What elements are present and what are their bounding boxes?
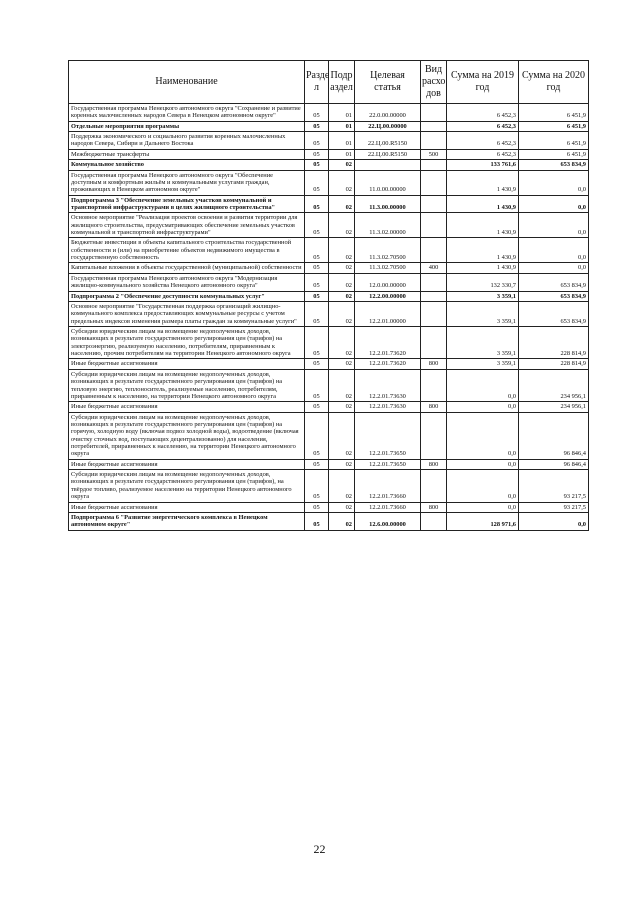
cell-name: Подпрограмма 2 "Обеспечение доступности коммунальных услуг": [69, 291, 305, 301]
cell-sum-2019: 6 452,3: [447, 132, 519, 150]
cell-podrazdel: 02: [329, 170, 355, 195]
table-header-row: [69, 61, 589, 104]
table-row: [69, 213, 589, 238]
cell-name: Отдельные мероприятия программы: [69, 121, 305, 131]
cell-name: Подпрограмма 3 "Обеспечение земельных участков коммунальной и транспортной инфраструктурами в целях жилищного строительства": [69, 195, 305, 213]
cell-name: Основное мероприятие "Реализация проектов освоения и развития территории для жилищного строительства, предусматривающих обеспечение земельных участков коммунальной и транспортной инфраструктурами": [69, 213, 305, 238]
cell-name: Субсидии юридическим лицам на возмещение недополученных доходов, возникающих в результате государственного регулирования цен (тарифов) на горячую, холодную воду (включая подвоз холодной воды), водоотведение (включая очистку сточных вод, поступающих децентрализованно) для населения, потребителей, приравненных к населению, на территории Ненецкого автономного округа: [69, 412, 305, 459]
cell-target: 12.2.01.73620: [355, 359, 421, 369]
cell-razdel: 05: [305, 238, 329, 263]
header-target: Целевая статья: [355, 61, 421, 104]
cell-name: Иные бюджетные ассигнования: [69, 502, 305, 512]
cell-razdel: 05: [305, 273, 329, 291]
cell-target: 22.0.00.00000: [355, 104, 421, 122]
cell-podrazdel: 02: [329, 273, 355, 291]
cell-sum-2019: 3 359,1: [447, 326, 519, 358]
cell-target: 22.Ц.00.00000: [355, 121, 421, 131]
cell-vid: [421, 369, 447, 401]
header-name: Наименование: [69, 61, 305, 104]
cell-sum-2019: 133 761,6: [447, 160, 519, 170]
cell-target: 11.3.00.00000: [355, 195, 421, 213]
table-row: [69, 121, 589, 131]
cell-podrazdel: 01: [329, 104, 355, 122]
table-row: [69, 301, 589, 326]
cell-podrazdel: 02: [329, 238, 355, 263]
cell-podrazdel: 02: [329, 470, 355, 502]
table-row: [69, 104, 589, 122]
cell-target: 12.2.01.73650: [355, 459, 421, 469]
cell-razdel: 05: [305, 369, 329, 401]
table-row: [69, 291, 589, 301]
header-razdel: Разде л: [305, 61, 329, 104]
cell-vid: [421, 170, 447, 195]
cell-name: Основное мероприятие "Государственная поддержка организаций жилищно-коммунального комплекса предоставляющих коммунальные ресурсы с учетом предельных индексов изменения размера платы граждан за коммунальные услуги": [69, 301, 305, 326]
table-row: [69, 359, 589, 369]
cell-sum-2020: 0,0: [519, 170, 589, 195]
cell-target: 12.0.00.00000: [355, 273, 421, 291]
cell-vid: [421, 195, 447, 213]
cell-target: 12.2.01.73650: [355, 412, 421, 459]
cell-vid: [421, 273, 447, 291]
cell-name: Капитальные вложения в объекты государственной (муниципальной) собственности: [69, 263, 305, 273]
cell-name: Поддержка экономического и социального развития коренных малочисленных народов Севера, Сибири и Дальнего Востока: [69, 132, 305, 150]
table-row: [69, 149, 589, 159]
cell-sum-2019: 1 430,9: [447, 263, 519, 273]
cell-sum-2020: 93 217,5: [519, 470, 589, 502]
table-row: [69, 402, 589, 412]
cell-podrazdel: 02: [329, 263, 355, 273]
cell-razdel: 05: [305, 213, 329, 238]
cell-vid: [421, 301, 447, 326]
cell-target: 12.2.01.73660: [355, 502, 421, 512]
cell-podrazdel: 01: [329, 149, 355, 159]
cell-sum-2020: 653 834,9: [519, 301, 589, 326]
cell-target: 22.Ц.00.R5150: [355, 149, 421, 159]
cell-name: Субсидии юридическим лицам на возмещение недополученных доходов, возникающих в результате государственного регулирования цен (тарифов) на электроэнергию, реализуемую населению, потребителям, приравненным к населению, прочим потребителям на территории Ненецкого автономного округа: [69, 326, 305, 358]
cell-razdel: 05: [305, 326, 329, 358]
cell-razdel: 05: [305, 402, 329, 412]
table-row: [69, 160, 589, 170]
cell-name: Иные бюджетные ассигнования: [69, 402, 305, 412]
cell-podrazdel: 01: [329, 132, 355, 150]
cell-sum-2020: 228 814,9: [519, 326, 589, 358]
cell-razdel: 05: [305, 170, 329, 195]
cell-vid: 800: [421, 459, 447, 469]
cell-sum-2020: 96 846,4: [519, 459, 589, 469]
cell-sum-2019: 0,0: [447, 459, 519, 469]
cell-vid: [421, 160, 447, 170]
cell-name: Межбюджетные трансферты: [69, 149, 305, 159]
cell-sum-2019: 1 430,9: [447, 213, 519, 238]
header-sum-2019: Сумма на 2019 год: [447, 61, 519, 104]
cell-razdel: 05: [305, 104, 329, 122]
cell-sum-2020: 234 956,1: [519, 402, 589, 412]
cell-razdel: 05: [305, 160, 329, 170]
cell-sum-2019: 1 430,9: [447, 170, 519, 195]
cell-vid: 500: [421, 149, 447, 159]
cell-sum-2020: 6 451,9: [519, 132, 589, 150]
cell-podrazdel: 02: [329, 512, 355, 530]
cell-name: Бюджетные инвестиции в объекты капитального строительства государственной собственности и (или) на приобретение объектов недвижимого имущества в государственную собственность: [69, 238, 305, 263]
cell-razdel: 05: [305, 502, 329, 512]
cell-sum-2020: 653 834,9: [519, 291, 589, 301]
table-row: [69, 459, 589, 469]
cell-name: Иные бюджетные ассигнования: [69, 359, 305, 369]
cell-sum-2020: 0,0: [519, 195, 589, 213]
table-row: [69, 263, 589, 273]
cell-target: 12.6.00.00000: [355, 512, 421, 530]
cell-target: 11.3.02.70500: [355, 263, 421, 273]
cell-sum-2019: 0,0: [447, 369, 519, 401]
table-row: [69, 132, 589, 150]
cell-sum-2019: 0,0: [447, 402, 519, 412]
cell-name: Государственная программа Ненецкого автономного округа "Модернизация жилищно-коммунального хозяйства Ненецкого автономного округа": [69, 273, 305, 291]
cell-sum-2020: 6 451,9: [519, 121, 589, 131]
cell-podrazdel: 02: [329, 195, 355, 213]
cell-sum-2019: 6 452,3: [447, 121, 519, 131]
cell-podrazdel: 01: [329, 121, 355, 131]
cell-target: 11.3.02.70500: [355, 238, 421, 263]
header-podrazdel: Подр аздел: [329, 61, 355, 104]
cell-sum-2020: 0,0: [519, 263, 589, 273]
cell-name: Подпрограмма 6 "Развитие энергетического комплекса в Ненецком автономном округе": [69, 512, 305, 530]
cell-podrazdel: 02: [329, 402, 355, 412]
budget-table: [68, 60, 589, 531]
cell-target: 11.3.02.00000: [355, 213, 421, 238]
cell-sum-2020: 6 451,9: [519, 149, 589, 159]
table-row: [69, 170, 589, 195]
cell-razdel: 05: [305, 132, 329, 150]
cell-target: 12.2.00.00000: [355, 291, 421, 301]
cell-podrazdel: 02: [329, 459, 355, 469]
header-sum-2020: Сумма на 2020 год: [519, 61, 589, 104]
table-row: [69, 326, 589, 358]
cell-name: Субсидии юридическим лицам на возмещение недополученных доходов, возникающих в результате государственного регулирования цен (тарифов), на твёрдое топливо, реализуемое населению на территории Ненецкого автономного округа: [69, 470, 305, 502]
cell-podrazdel: 02: [329, 291, 355, 301]
cell-sum-2019: 0,0: [447, 412, 519, 459]
cell-sum-2019: 3 359,1: [447, 359, 519, 369]
cell-sum-2019: 6 452,3: [447, 149, 519, 159]
cell-vid: [421, 121, 447, 131]
cell-target: 12.2.01.73620: [355, 326, 421, 358]
cell-sum-2019: 1 430,9: [447, 195, 519, 213]
header-vid: Вид расхо дов: [421, 61, 447, 104]
cell-vid: 800: [421, 502, 447, 512]
cell-target: 12.2.01.73660: [355, 470, 421, 502]
cell-sum-2019: 0,0: [447, 502, 519, 512]
cell-target: 12.2.01.73630: [355, 402, 421, 412]
cell-razdel: 05: [305, 412, 329, 459]
table-row: [69, 470, 589, 502]
cell-sum-2020: 0,0: [519, 213, 589, 238]
cell-target: 11.0.00.00000: [355, 170, 421, 195]
cell-razdel: 05: [305, 470, 329, 502]
table-row: [69, 238, 589, 263]
cell-podrazdel: 02: [329, 412, 355, 459]
cell-podrazdel: 02: [329, 326, 355, 358]
cell-razdel: 05: [305, 195, 329, 213]
cell-vid: 800: [421, 359, 447, 369]
cell-target: [355, 160, 421, 170]
cell-vid: [421, 512, 447, 530]
table-row: [69, 369, 589, 401]
cell-name: Иные бюджетные ассигнования: [69, 459, 305, 469]
cell-name: Субсидии юридическим лицам на возмещение недополученных доходов, возникающих в результате государственного регулирования цен (тарифов) на тепловую энергию, теплоноситель, реализуемые населению, потребителям, приравненным к населению, на территории Ненецкого автономного округа: [69, 369, 305, 401]
cell-sum-2020: 6 451,9: [519, 104, 589, 122]
cell-sum-2019: 132 330,7: [447, 273, 519, 291]
cell-vid: [421, 104, 447, 122]
cell-sum-2019: 3 359,1: [447, 301, 519, 326]
cell-podrazdel: 02: [329, 359, 355, 369]
cell-sum-2019: 3 359,1: [447, 291, 519, 301]
page-number: 22: [313, 842, 326, 856]
cell-vid: [421, 412, 447, 459]
table-row: [69, 412, 589, 459]
cell-razdel: 05: [305, 263, 329, 273]
cell-sum-2020: 96 846,4: [519, 412, 589, 459]
cell-name: Государственная программа Ненецкого автономного округа "Сохранение и развитие коренных малочисленных народов Севера в Ненецком автономном округе": [69, 104, 305, 122]
cell-vid: [421, 326, 447, 358]
cell-sum-2020: 0,0: [519, 512, 589, 530]
cell-vid: [421, 291, 447, 301]
cell-vid: 800: [421, 402, 447, 412]
cell-name: Государственная программа Ненецкого автономного округа "Обеспечение доступным и комфортным жильём и коммунальными услугами граждан, проживающих в Ненецком автономном округе": [69, 170, 305, 195]
cell-sum-2019: 6 452,3: [447, 104, 519, 122]
cell-podrazdel: 02: [329, 369, 355, 401]
cell-vid: [421, 470, 447, 502]
cell-target: 12.2.01.00000: [355, 301, 421, 326]
cell-razdel: 05: [305, 149, 329, 159]
cell-razdel: 05: [305, 301, 329, 326]
table-row: [69, 195, 589, 213]
cell-name: Коммунальное хозяйство: [69, 160, 305, 170]
table-row: [69, 512, 589, 530]
cell-podrazdel: 02: [329, 502, 355, 512]
cell-sum-2019: 0,0: [447, 470, 519, 502]
cell-sum-2019: 128 971,6: [447, 512, 519, 530]
cell-sum-2019: 1 430,9: [447, 238, 519, 263]
cell-razdel: 05: [305, 459, 329, 469]
table-row: [69, 273, 589, 291]
cell-sum-2020: 653 834,9: [519, 273, 589, 291]
cell-razdel: 05: [305, 359, 329, 369]
cell-razdel: 05: [305, 512, 329, 530]
cell-vid: [421, 213, 447, 238]
cell-sum-2020: 0,0: [519, 238, 589, 263]
cell-sum-2020: 234 956,1: [519, 369, 589, 401]
cell-target: 12.2.01.73630: [355, 369, 421, 401]
cell-razdel: 05: [305, 291, 329, 301]
cell-sum-2020: 653 834,9: [519, 160, 589, 170]
cell-vid: [421, 238, 447, 263]
cell-sum-2020: 93 217,5: [519, 502, 589, 512]
cell-podrazdel: 02: [329, 213, 355, 238]
table-body: [69, 104, 589, 531]
cell-podrazdel: 02: [329, 301, 355, 326]
cell-vid: 400: [421, 263, 447, 273]
cell-sum-2020: 228 814,9: [519, 359, 589, 369]
cell-razdel: 05: [305, 121, 329, 131]
cell-target: 22.Ц.00.R5150: [355, 132, 421, 150]
cell-podrazdel: 02: [329, 160, 355, 170]
table-row: [69, 502, 589, 512]
budget-table-page: [68, 60, 588, 531]
cell-vid: [421, 132, 447, 150]
